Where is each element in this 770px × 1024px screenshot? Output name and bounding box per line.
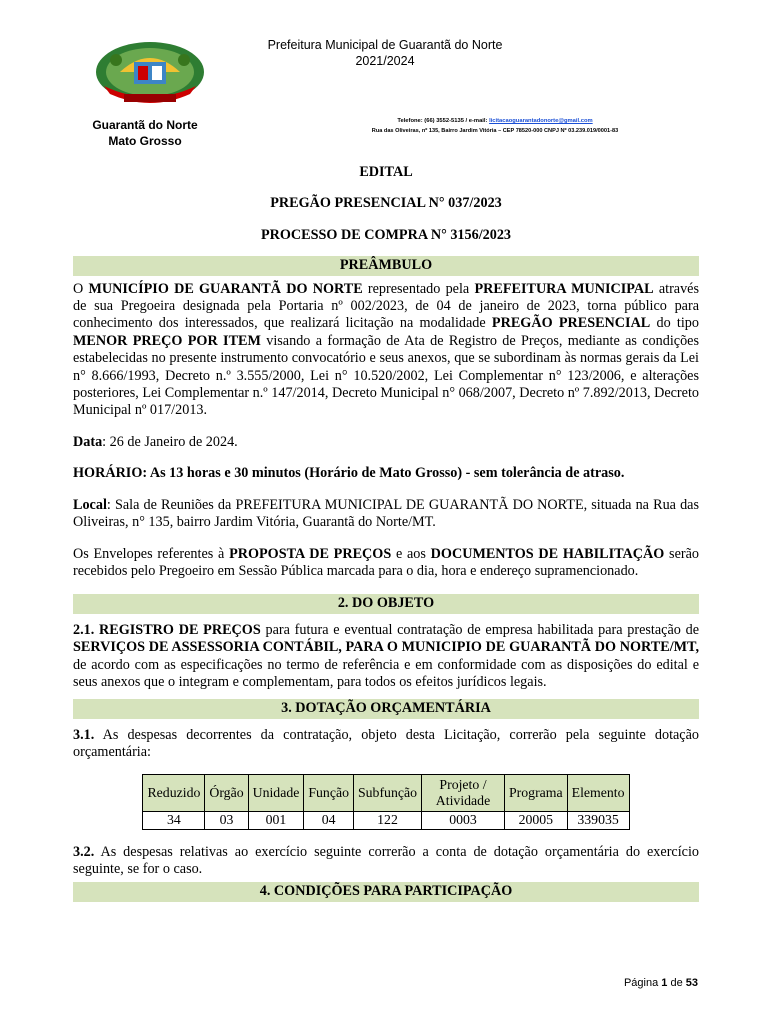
location-value: : Sala de Reuniões da PREFEITURA MUNICIPAL DE GUARANTÃ DO NORTE, situada na Rua das Oliveiras, n° 135, bairro Jardim Vitória, Guarantã do Norte/MT. <box>73 496 699 531</box>
table-header-cell: Programa <box>505 774 568 811</box>
table-header-row <box>143 774 629 811</box>
text: visando a formação de Ata de Registro de Preços, mediante as condições estabelecidas no presente instrumento convocatório e seus anexos, que se subordinam às normas gerais da Lei n° 8.666/1993, Decreto n.º 3.555/2000, Lei n° 10.520/2002, Lei Complementar n° 123/2006, e alterações posteriores, Lei Complementar n.º 147/2014, Decreto Municipal n° 068/2007, Decreto nº 7.892/2013, Decreto Municipal nº 017/2013. <box>73 332 699 419</box>
location-paragraph <box>73 497 699 532</box>
document-body <box>73 164 699 902</box>
preambulo-heading: PREÂMBULO <box>73 256 699 275</box>
address-line: Rua das Oliveiras, nº 135, Bairro Jardim Vitória – CEP 78520-000 CNPJ Nº 03.239.019/0001-83 <box>371 128 619 134</box>
state-name: Mato Grosso <box>108 134 182 148</box>
text: As despesas decorrentes da contratação, objeto desta Licitação, correrão pela seguinte dotação orçamentária: <box>73 726 699 761</box>
bold-text: PROPOSTA DE PREÇOS <box>229 545 392 562</box>
budget-next-year-paragraph <box>73 844 699 879</box>
table-header-cell: Unidade <box>248 774 304 811</box>
date-label: Data <box>73 433 103 450</box>
bold-text: MENOR PREÇO POR ITEM <box>73 332 261 349</box>
bold-text: 3.2. <box>73 843 95 860</box>
object-paragraph <box>73 622 699 692</box>
bold-text: PREFEITURA MUNICIPAL <box>474 280 654 297</box>
table-cell: 339035 <box>567 811 629 829</box>
table-header-cell: Reduzido <box>143 774 205 811</box>
schedule-text: HORÁRIO: As 13 horas e 30 minutos (Horário de Mato Grosso) - sem tolerância de atraso. <box>73 465 625 482</box>
text: do tipo <box>650 315 699 332</box>
table-header-cell: Projeto / Atividade <box>422 774 505 811</box>
table-cell: 04 <box>304 811 354 829</box>
table-cell: 34 <box>143 811 205 829</box>
text: através de sua Pregoeira designada pela Portaria nº 002/2023, de 04 de janeiro de 2023, torna público para conhecimento dos interessados, que realizará licitação na modalidade <box>73 280 700 332</box>
current-page: 1 <box>661 977 668 989</box>
document-kind: EDITAL <box>359 164 413 180</box>
table-header-cell: Função <box>304 774 354 811</box>
text: serão recebidos pelo Pregoeiro em Sessão Pública marcada para o dia, hora e endereço supramencionado. <box>73 545 699 579</box>
section-3-heading: 3. DOTAÇÃO ORÇAMENTÁRIA <box>73 699 699 718</box>
section-2-heading: 2. DO OBJETO <box>73 594 699 613</box>
municipal-crest-logo <box>94 38 206 112</box>
text: representado pela <box>362 280 475 297</box>
email-link[interactable]: licitacaoguarantadonorte@gmail.com <box>489 118 593 124</box>
bold-text: PREGÃO PRESENCIAL <box>491 315 651 332</box>
table-cell: 001 <box>248 811 304 829</box>
bold-text: DOCUMENTOS DE HABILITAÇÃO <box>430 545 665 562</box>
text: para futura e eventual contratação de empresa habilitada para prestação de <box>260 621 700 638</box>
date-paragraph <box>73 434 699 451</box>
page-prefix: Página <box>623 977 662 989</box>
contact-line <box>330 118 660 124</box>
bold-text: 3.1. <box>73 726 95 743</box>
text: e aos <box>391 545 431 562</box>
contact-prefix: Telefone: (66) 3552-5135 / e-mail: <box>397 118 490 124</box>
header-year: 2021/2024 <box>355 54 415 68</box>
bold-text: SERVIÇOS DE ASSESSORIA CONTÁBIL, PARA O MUNICIPIO DE GUARANTÃ DO NORTE/MT, <box>73 639 699 656</box>
table-cell: 20005 <box>505 811 568 829</box>
header-title: Prefeitura Municipal de Guarantã do Norte <box>267 38 503 52</box>
location-label: Local <box>73 496 107 513</box>
budget-paragraph <box>73 727 699 762</box>
text: O <box>73 280 89 297</box>
table-cell: 0003 <box>422 811 505 829</box>
table-cell: 122 <box>353 811 421 829</box>
page-middle: de <box>667 977 686 989</box>
envelopes-paragraph <box>73 546 699 581</box>
section-4-heading: 4. CONDIÇÕES PARA PARTICIPAÇÃO <box>73 882 699 901</box>
table-header-cell: Órgão <box>205 774 248 811</box>
schedule-paragraph <box>73 465 699 482</box>
budget-table <box>142 774 629 830</box>
page-header <box>0 0 770 160</box>
text: As despesas relativas ao exercício seguinte correrão a conta de dotação orçamentária do exercício seguinte, se for o caso. <box>73 843 699 877</box>
bold-text: MUNICÍPIO DE GUARANTÃ DO NORTE <box>88 280 363 297</box>
bold-text: 2.1. REGISTRO DE PREÇOS <box>73 621 261 638</box>
text: de acordo com as especificações no termo de referência e em conformidade com as disposições do edital e seus anexos que o integram e complementam, para todos os efeitos jurídicos legais. <box>73 656 699 690</box>
pregao-number: PREGÃO PRESENCIAL N° 037/2023 <box>270 195 502 212</box>
table-row <box>143 811 629 829</box>
text: Os Envelopes referentes à <box>73 545 230 562</box>
city-name: Guarantã do Norte <box>92 118 198 132</box>
preamble-paragraph <box>73 281 699 420</box>
table-header-cell: Subfunção <box>353 774 421 811</box>
date-value: : 26 de Janeiro de 2024. <box>102 433 238 450</box>
processo-number: PROCESSO DE COMPRA N° 3156/2023 <box>260 226 512 243</box>
total-pages: 53 <box>685 977 698 989</box>
table-cell: 03 <box>205 811 248 829</box>
page-number <box>560 977 698 989</box>
table-header-cell: Elemento <box>567 774 629 811</box>
